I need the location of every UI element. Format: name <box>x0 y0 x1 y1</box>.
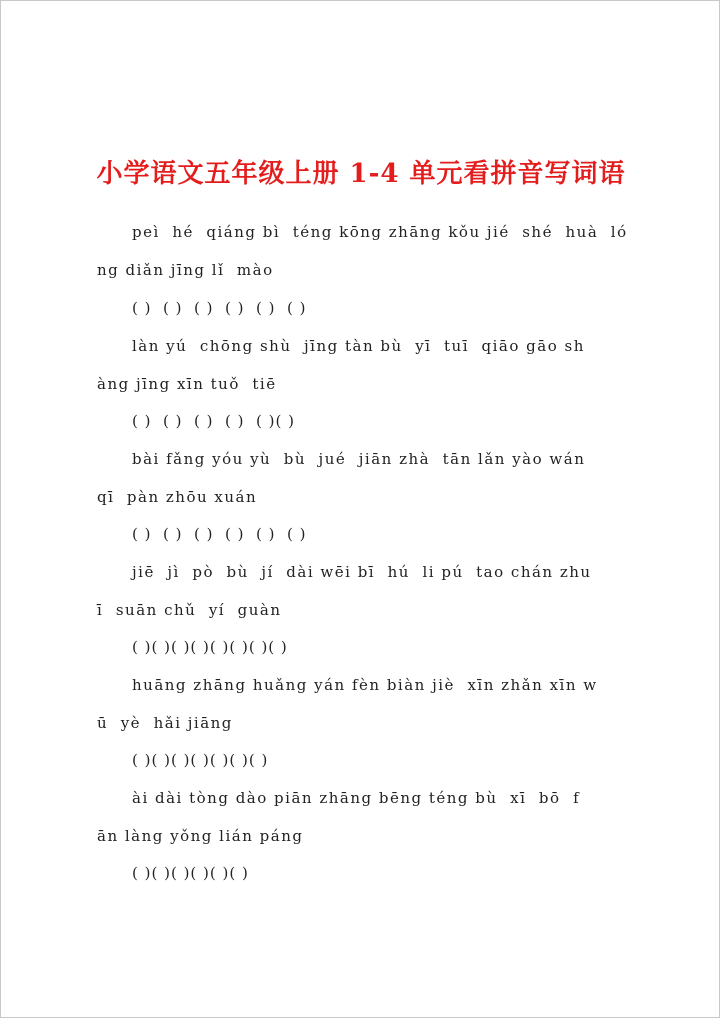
pinyin-line-3b: qī pàn zhōu xuán <box>97 488 258 506</box>
pinyin-line-5a: huāng zhāng huǎng yán fèn biàn jiè xīn zhǎn xīn w <box>132 676 598 694</box>
answer-blanks-2: ( ) ( ) ( ) ( ) ( )( ) <box>132 412 295 430</box>
pinyin-line-3a: bài fǎng yóu yù bù jué jiān zhà tān lǎn yào wán <box>132 450 586 468</box>
pinyin-line-4b: ī suān chǔ yí guàn <box>97 601 282 619</box>
pinyin-line-1b: ng diǎn jīng lǐ mào <box>97 261 274 279</box>
answer-blanks-1: ( ) ( ) ( ) ( ) ( ) ( ) <box>132 299 307 317</box>
pinyin-line-6a: ài dài tòng dào piān zhāng bēng téng bù xī bō f <box>132 789 581 807</box>
pinyin-line-1a: peì hé qiáng bì téng kōng zhāng kǒu jié shé huà ló <box>132 223 628 241</box>
answer-blanks-3: ( ) ( ) ( ) ( ) ( ) ( ) <box>132 525 307 543</box>
answer-blanks-5: ( )( )( )( )( )( )( ) <box>132 751 269 769</box>
pinyin-line-5b: ū yè hǎi jiāng <box>97 714 233 732</box>
pinyin-line-2b: àng jīng xīn tuǒ tiē <box>97 375 277 393</box>
pinyin-line-4a: jiē jì pò bù jí dài wēi bī hú li pú tao chán zhu <box>132 563 592 581</box>
answer-blanks-4: ( )( )( )( )( )( )( )( ) <box>132 638 288 656</box>
page-title: 小学语文五年级上册 1-4 单元看拼音写词语 <box>96 159 626 189</box>
pinyin-line-6b: ān làng yǒng lián páng <box>97 827 304 845</box>
pinyin-line-2a: làn yú chōng shù jīng tàn bù yī tuī qiāo gāo sh <box>132 337 585 355</box>
answer-blanks-6: ( )( )( )( )( )( ) <box>132 864 249 882</box>
